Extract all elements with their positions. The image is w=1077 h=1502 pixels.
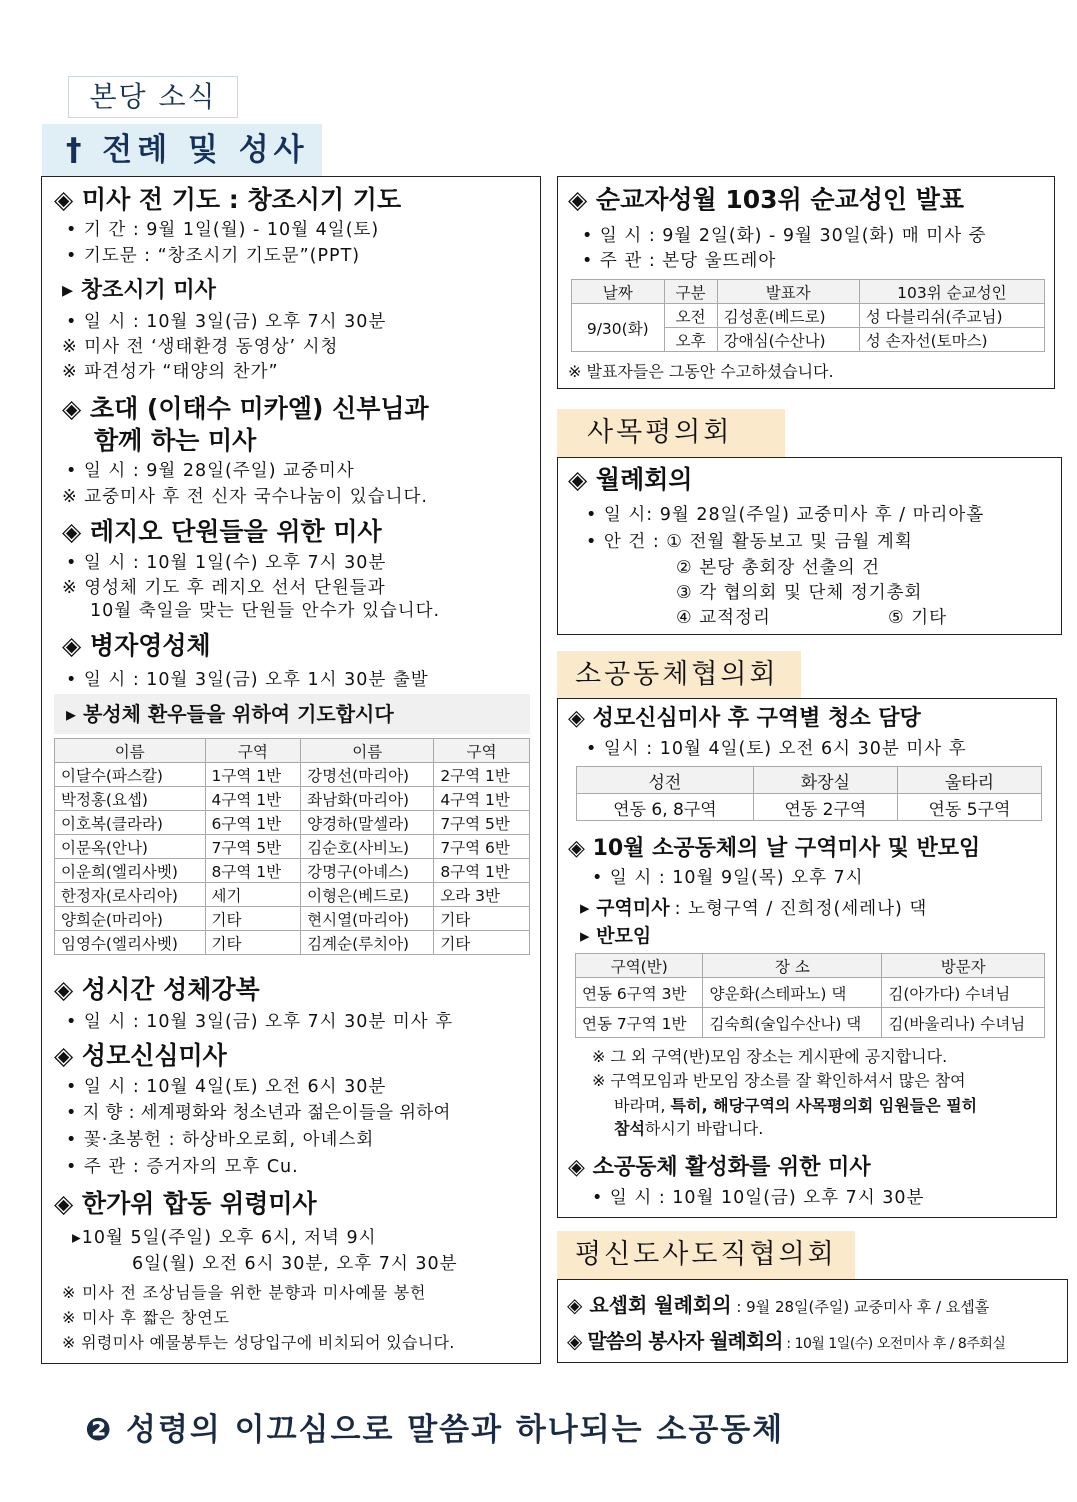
patient-name: 강명선(마리아) [301, 763, 434, 787]
page-tag: 본당 소식 [68, 76, 238, 118]
table-row [55, 763, 530, 787]
table-row [576, 1008, 1045, 1038]
community-note3-bold: 특히, 해당구역의 사목평의회 임원들은 필히 [670, 1096, 978, 1115]
memorial-mass-title: ◈ 한가위 합동 위령미사 [54, 1189, 317, 1218]
martyr-presenter: 김성훈(베드로) [717, 304, 859, 328]
patient-zone: 8구역 1반 [434, 859, 530, 883]
table-row [576, 978, 1045, 1008]
patient-name: 양희순(마리아) [55, 907, 206, 931]
footer-motto: ❷ 성령의 이끄심으로 말씀과 하나되는 소공동체 [85, 1412, 785, 1448]
martyr-header-date: 날짜 [572, 280, 665, 304]
guest-priest-title: ◈ 초대 (이태수 미카엘) 신부님과 [62, 394, 429, 423]
table-row [55, 907, 530, 931]
martyr-host: • 주 관 : 본당 울뜨레아 [582, 251, 777, 271]
activation-mass-time: • 일 시 : 10월 10일(금) 오후 7시 30분 [592, 1188, 925, 1208]
memorial-mass-note2: ※ 미사 후 짧은 창연도 [62, 1308, 230, 1327]
patient-zone: 1구역 1반 [205, 763, 301, 787]
cleaning-table [576, 766, 1042, 821]
patient-zone: 7구역 5반 [434, 811, 530, 835]
legio-time: • 일 시 : 10월 1일(수) 오후 7시 30분 [66, 553, 387, 573]
patient-name: 이달수(파스칼) [55, 763, 206, 787]
martyr-time: 오전 [664, 304, 717, 328]
patient-zone: 기타 [434, 907, 530, 931]
monthly-meeting-time: • 일 시: 9월 28일(주일) 교중미사 후 / 마리아홀 [586, 505, 985, 525]
patient-name: 현시열(마리아) [301, 907, 434, 931]
martyr-time: 오후 [664, 328, 717, 352]
community-council-heading: 소공동체협의회 [557, 651, 801, 699]
monthly-meeting-agenda1: • 안 건 : ① 전월 활동보고 및 금월 계획 [586, 532, 913, 552]
cleaning-time: • 일시 : 10월 4일(토) 오전 6시 30분 미사 후 [586, 739, 967, 759]
patient-zone: 4구역 1반 [205, 787, 301, 811]
memorial-mass-note3: ※ 위령미사 예물봉투는 성당입구에 비치되어 있습니다. [62, 1333, 455, 1352]
cleaning-title: ◈ 성모신심미사 후 구역별 청소 담당 [568, 706, 921, 731]
monthly-meeting-agenda5: ⑤ 기타 [888, 608, 948, 628]
cleaning-zone: 연동 5구역 [897, 794, 1041, 821]
section-title: † 전례 및 성사 [42, 124, 322, 176]
group-meeting-label: ▸ 반모임 [580, 925, 652, 947]
activation-mass-title: ◈ 소공동체 활성화를 위한 미사 [568, 1155, 871, 1180]
patient-zone: 세기 [205, 883, 301, 907]
patient-zone: 8구역 1반 [205, 859, 301, 883]
lay-council-heading: 평신도사도직협의회 [557, 1231, 855, 1279]
group-zone: 연동 6구역 3반 [576, 978, 703, 1008]
group-zone: 연동 7구역 1반 [576, 1008, 703, 1038]
community-note4-bold: 참석 [614, 1119, 645, 1138]
community-note1: ※ 그 외 구역(반)모임 장소는 게시판에 공지합니다. [592, 1047, 948, 1066]
patients-header-zone1: 구역 [205, 739, 301, 763]
patient-zone: 6구역 1반 [205, 811, 301, 835]
group-header-zone: 구역(반) [576, 954, 703, 978]
patient-name: 강명구(아녜스) [301, 859, 434, 883]
table-row [55, 787, 530, 811]
martyr-header-saint: 103위 순교성인 [859, 280, 1044, 304]
monthly-meeting-title: ◈ 월례회의 [568, 465, 693, 494]
martyr-presenter: 강애심(수산나) [717, 328, 859, 352]
legio-note1: ※ 영성체 기도 후 레지오 선서 단원들과 [62, 578, 386, 598]
sick-communion-title: ◈ 병자영성체 [62, 631, 211, 660]
creation-mass-time: • 일 시 : 10월 3일(금) 오후 7시 30분 [66, 312, 387, 332]
patients-band-text: ▸ 봉성체 환우들을 위하여 기도합시다 [66, 702, 394, 726]
table-row [55, 811, 530, 835]
patient-name: 임영수(엘리사벳) [55, 931, 206, 955]
patient-name: 이운희(엘리사벳) [55, 859, 206, 883]
table-row [572, 304, 1045, 328]
martyr-title: ◈ 순교자성월 103위 순교성인 발표 [568, 185, 965, 214]
marian-mass-flowers: • 꽃·초봉헌 : 하상바오로회, 아녜스회 [66, 1130, 375, 1150]
zone-mass-label: ▸ 구역미사 [580, 897, 670, 919]
cleaning-header-restroom: 화장실 [753, 767, 897, 794]
patient-zone: 2구역 1반 [434, 763, 530, 787]
patient-name: 박정홍(요셉) [55, 787, 206, 811]
joseph-meeting-label: ◈ 요셉회 월례회의 [567, 1293, 732, 1317]
joseph-meeting-value: : 9월 28일(주일) 교중미사 후 / 요셉홀 [731, 1298, 990, 1316]
zone-mass-line [580, 893, 927, 920]
prayer-text: • 기도문 : “창조시기 기도문”(PPT) [66, 246, 361, 266]
table-row [55, 835, 530, 859]
cleaning-header-fence: 울타리 [897, 767, 1041, 794]
creation-mass-title: ▸ 창조시기 미사 [62, 278, 216, 303]
patient-name: 김계순(루치아) [301, 931, 434, 955]
word-servant-meeting-value: : 10월 1일(수) 오전미사 후 / 8주회실 [782, 1336, 1006, 1352]
sick-communion-time: • 일 시 : 10월 3일(금) 오후 1시 30분 출발 [66, 670, 429, 690]
patient-name: 김순호(사비노) [301, 835, 434, 859]
patient-zone: 7구역 6반 [434, 835, 530, 859]
patient-name: 이형은(베드로) [301, 883, 434, 907]
community-note4-plain: 하시기 바랍니다. [644, 1119, 764, 1138]
word-servant-meeting-label: ◈ 말씀의 봉사자 월례회의 [567, 1329, 783, 1353]
prayer-period: • 기 간 : 9월 1일(월) - 10월 4일(토) [66, 220, 380, 240]
martyr-header-type: 구분 [664, 280, 717, 304]
patient-zone: 기타 [205, 931, 301, 955]
monthly-meeting-agenda3: ③ 각 협의회 및 단체 정기총회 [676, 583, 923, 603]
community-note3-plain: 바라며, [614, 1096, 671, 1115]
patient-name: 이문옥(안나) [55, 835, 206, 859]
legio-note2: 10월 축일을 맞는 단원들 안수가 있습니다. [90, 601, 441, 621]
group-visitor: 김(바울리나) 수녀님 [882, 1008, 1045, 1038]
patient-zone: 기타 [434, 931, 530, 955]
patients-table [54, 738, 530, 955]
patients-header-zone2: 구역 [434, 739, 530, 763]
group-place: 양운화(스테파노) 댁 [703, 978, 882, 1008]
patients-header-name1: 이름 [55, 739, 206, 763]
patient-zone: 4구역 1반 [434, 787, 530, 811]
community-note4 [614, 1117, 763, 1141]
group-place: 김숙희(술입수산나) 댁 [703, 1008, 882, 1038]
prayer-title: ◈ 미사 전 기도 : 창조시기 기도 [54, 185, 402, 214]
martyr-saint: 성 다블리쉬(주교님) [859, 304, 1044, 328]
martyr-saint: 성 손자선(토마스) [859, 328, 1044, 352]
patients-header-name2: 이름 [301, 739, 434, 763]
patient-name: 한정자(로사리아) [55, 883, 206, 907]
pastoral-council-heading: 사목평의회 [557, 409, 785, 457]
cleaning-zone: 연동 2구역 [753, 794, 897, 821]
memorial-mass-time2: 6일(월) 오전 6시 30분, 오후 7시 30분 [132, 1254, 458, 1274]
community-day-title: ◈ 10월 소공동체의 날 구역미사 및 반모임 [568, 836, 981, 861]
adoration-time: • 일 시 : 10월 3일(금) 오후 7시 30분 미사 후 [66, 1012, 454, 1032]
community-note3 [614, 1094, 977, 1118]
table-row [577, 794, 1042, 821]
patient-zone: 기타 [205, 907, 301, 931]
marian-mass-intention: • 지 향 : 세계평화와 청소년과 젊은이들을 위하여 [66, 1103, 451, 1123]
marian-mass-time: • 일 시 : 10월 4일(토) 오전 6시 30분 [66, 1077, 387, 1097]
group-header-visitor: 방문자 [882, 954, 1045, 978]
table-row [55, 931, 530, 955]
guest-priest-note: ※ 교중미사 후 전 신자 국수나눔이 있습니다. [62, 487, 428, 507]
patient-name: 양경하(말셀라) [301, 811, 434, 835]
group-header-place: 장 소 [703, 954, 882, 978]
patient-zone: 7구역 5반 [205, 835, 301, 859]
marian-mass-host: • 주 관 : 증거자의 모후 Cu. [66, 1157, 299, 1177]
table-row [55, 883, 530, 907]
zone-mass-value: : 노형구역 / 진희정(세레나) 댁 [674, 899, 928, 919]
group-meeting-table [575, 953, 1045, 1038]
patient-name: 이호복(클라라) [55, 811, 206, 835]
community-note2: ※ 구역모임과 반모임 장소를 잘 확인하셔서 많은 참여 [592, 1071, 966, 1090]
table-row [55, 859, 530, 883]
patient-zone: 오라 3반 [434, 883, 530, 907]
adoration-title: ◈ 성시간 성체강복 [54, 975, 260, 1004]
martyr-date: 9/30(화) [572, 304, 665, 352]
creation-mass-note1: ※ 미사 전 ‘생태환경 동영상’ 시청 [62, 337, 339, 357]
word-servant-meeting-line [567, 1325, 1005, 1354]
memorial-mass-time1: ▸10월 5일(주일) 오후 6시, 저녁 9시 [72, 1228, 377, 1248]
marian-mass-title: ◈ 성모신심미사 [54, 1041, 227, 1070]
memorial-mass-note1: ※ 미사 전 조상님들을 위한 분향과 미사예물 봉헌 [62, 1283, 427, 1302]
martyr-header-presenter: 발표자 [717, 280, 859, 304]
cleaning-zone: 연동 6, 8구역 [577, 794, 754, 821]
monthly-meeting-agenda4: ④ 교적정리 [676, 608, 771, 628]
patient-name: 좌남화(마리아) [301, 787, 434, 811]
legio-title: ◈ 레지오 단원들을 위한 미사 [62, 517, 382, 546]
guest-priest-title2: 함께 하는 미사 [94, 426, 257, 455]
martyr-note: ※ 발표자들은 그동안 수고하셨습니다. [568, 362, 834, 381]
guest-priest-time: • 일 시 : 9월 28일(주일) 교중미사 [66, 461, 355, 481]
martyr-table [571, 279, 1045, 352]
group-visitor: 김(아가다) 수녀님 [882, 978, 1045, 1008]
monthly-meeting-agenda2: ② 본당 총회장 선출의 건 [676, 558, 881, 578]
creation-mass-note2: ※ 파견성가 “태양의 찬가” [62, 362, 279, 382]
martyr-period: • 일 시 : 9월 2일(화) - 9월 30일(화) 매 미사 중 [582, 226, 987, 246]
cleaning-header-sanctuary: 성전 [577, 767, 754, 794]
joseph-meeting-line [567, 1289, 989, 1318]
community-day-time: • 일 시 : 10월 9일(목) 오후 7시 [592, 868, 864, 888]
